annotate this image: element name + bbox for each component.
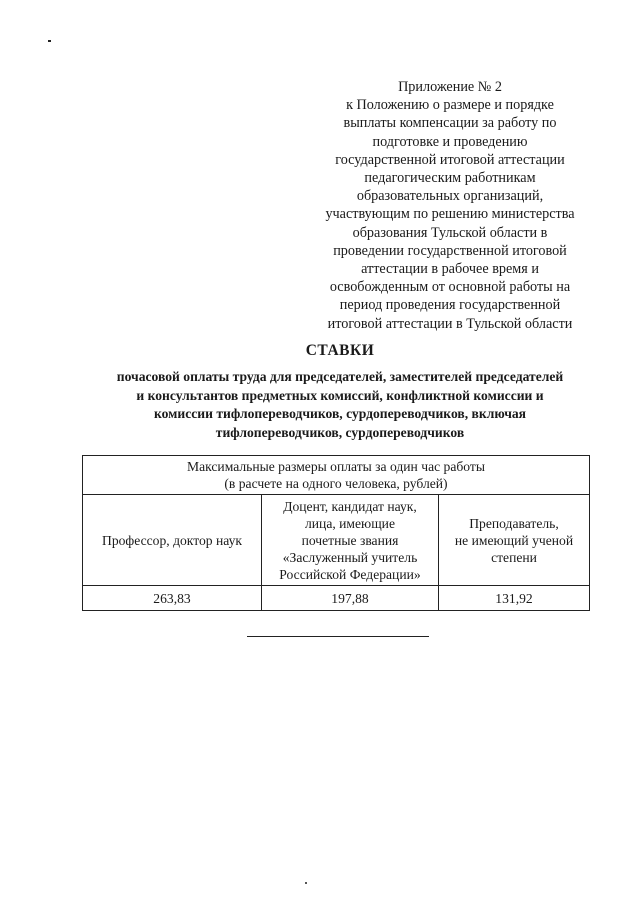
appendix-line: аттестации в рабочее время и [361,261,539,278]
column-header-line: Профессор, доктор наук [102,532,242,548]
appendix-line: подготовке и проведению [372,133,528,150]
appendix-line: образовательных организаций, [356,188,544,205]
subtitle-line: тифлопереводчиков, сурдопереводчиков [215,424,465,440]
scan-artifact [48,40,51,42]
appendix-line: педагогическим работникам [364,170,536,187]
appendix-line: участвующим по решению министерства [325,206,575,223]
document-subtitle [80,368,600,442]
column-header-line: «Заслуженный учитель [282,549,418,565]
column-header-line: не имеющий ученой [454,532,574,548]
subtitle-line: и консультантов предметных комиссий, конфликтной комиссии и [136,387,544,403]
appendix-block [300,78,600,333]
appendix-line: итоговой аттестации в Тульской области [327,315,573,332]
column-header-line: почетные звания [301,532,399,548]
rate-value-teacher: 131,92 [439,586,590,611]
table-header-line: (в расчете на одного человека, рублей) [224,476,448,491]
column-header-line: Российской Федерации» [279,566,421,582]
rate-value-docent: 197,88 [262,586,439,611]
appendix-line: освобожденным от основной работы на [329,279,571,296]
column-header-line: Преподаватель, [469,515,559,531]
subtitle-line: почасовой оплаты труда для председателей, заместителей председателей [116,369,564,384]
column-header-professor [83,495,262,586]
appendix-line: проведении государственной итоговой [333,242,567,259]
closing-rule [247,636,429,637]
scan-artifact [305,882,307,884]
column-header-line: лица, имеющие [304,515,395,531]
subtitle-line: комиссии тифлопереводчиков, сурдопереводчиков, включая [153,406,527,421]
column-header-line: Доцент, кандидат наук, [283,498,417,514]
appendix-line: выплаты компенсации за работу по [343,115,557,132]
appendix-line: к Положению о размере и порядке [346,97,554,114]
column-header-teacher [439,495,590,586]
appendix-line: образования Тульской области в [352,224,548,241]
document-title: СТАВКИ [305,342,375,359]
appendix-line: Приложение № 2 [398,79,502,95]
table-columns-row [83,495,590,586]
table-row [83,586,590,611]
appendix-line: период проведения государственной [339,297,561,314]
appendix-line: государственной итоговой аттестации [335,151,565,168]
rates-table [82,455,590,611]
table-header-line: Максимальные размеры оплаты за один час работы [187,459,485,474]
table-header-row [83,456,590,495]
column-header-docent [262,495,439,586]
table-header-cell [83,456,590,495]
column-header-line: степени [491,549,537,565]
rate-value-professor: 263,83 [83,586,262,611]
